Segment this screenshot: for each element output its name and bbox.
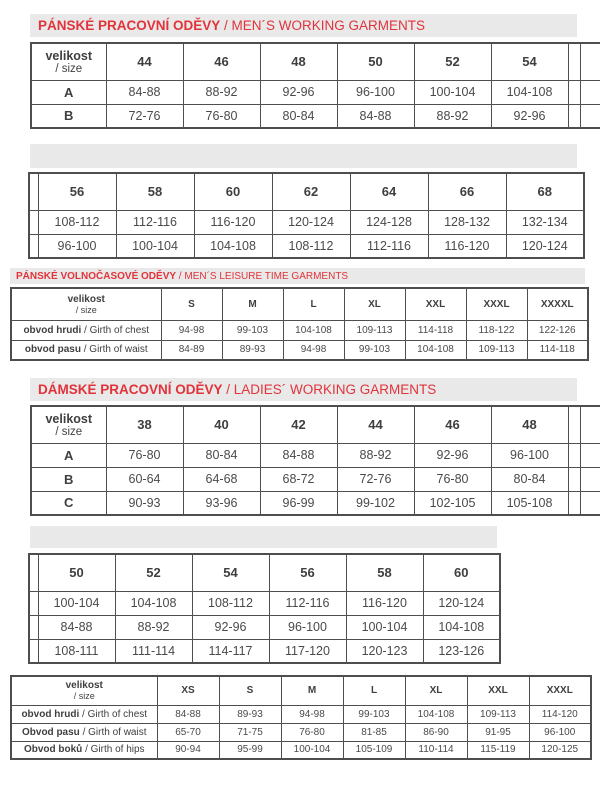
measurement-row xyxy=(11,705,591,723)
size-header-cell: 46 xyxy=(183,43,260,80)
value-cell: 84-88 xyxy=(260,443,337,467)
value-cell: 71-75 xyxy=(219,723,281,741)
value-cell: 89-93 xyxy=(219,705,281,723)
size-label-en: / size xyxy=(55,425,83,438)
value-cell: 109-113 xyxy=(466,340,527,360)
clipped-phantom-cell xyxy=(568,43,580,80)
size-label-cz: velikost xyxy=(67,293,105,305)
size-corner-cell xyxy=(31,406,106,443)
value-cell: 94-98 xyxy=(283,340,344,360)
value-cell: 84-88 xyxy=(337,104,414,128)
value-cell: 72-76 xyxy=(337,467,414,491)
row-label-cz: B xyxy=(64,471,74,487)
value-cell: 123-126 xyxy=(423,639,500,663)
value-cell: 109-113 xyxy=(467,705,529,723)
clipped-phantom-cell xyxy=(568,443,580,467)
measurement-row xyxy=(29,210,584,234)
value-cell: 96-100 xyxy=(491,443,568,467)
size-corner-cell xyxy=(31,43,106,80)
value-cell: 92-96 xyxy=(192,615,269,639)
value-cell: 99-103 xyxy=(344,340,405,360)
ladies-letter-sizes-table xyxy=(10,675,592,760)
size-header-cell: XS xyxy=(157,676,219,705)
value-cell: 84-89 xyxy=(161,340,222,360)
row-label-cell xyxy=(11,705,157,723)
size-header-cell: XXXXL xyxy=(527,288,588,320)
value-cell: 100-104 xyxy=(281,741,343,759)
value-cell: 80-84 xyxy=(183,443,260,467)
value-cell: 132-134 xyxy=(506,210,584,234)
value-cell: 116-120 xyxy=(194,210,272,234)
value-cell: 92-96 xyxy=(260,80,337,104)
value-cell: 88-92 xyxy=(337,443,414,467)
size-header-cell: 42 xyxy=(260,406,337,443)
size-header-cell: 48 xyxy=(491,406,568,443)
size-header-cell: 48 xyxy=(260,43,337,80)
value-cell: 84-88 xyxy=(157,705,219,723)
value-cell: 96-100 xyxy=(337,80,414,104)
clipped-phantom-cell xyxy=(580,443,600,467)
mens-working-table-part2-container xyxy=(28,172,585,259)
value-cell: 128-132 xyxy=(428,210,506,234)
size-corner-cell xyxy=(11,676,157,705)
size-header-cell: 66 xyxy=(428,173,506,210)
size-header-cell: 40 xyxy=(183,406,260,443)
value-cell: 99-102 xyxy=(337,491,414,515)
value-cell: 120-125 xyxy=(529,741,591,759)
measurement-row xyxy=(29,639,500,663)
size-header-cell: 44 xyxy=(106,43,183,80)
value-cell: 60-64 xyxy=(106,467,183,491)
value-cell: 110-114 xyxy=(405,741,467,759)
value-cell: 114-120 xyxy=(529,705,591,723)
value-cell: 112-116 xyxy=(269,591,346,615)
row-label-cz: A xyxy=(64,84,74,100)
spacer-bar-ladies xyxy=(30,526,497,548)
section-title-mens-working-cz: PÁNSKÉ PRACOVNÍ ODĚVY xyxy=(38,18,221,33)
value-cell: 100-104 xyxy=(116,234,194,258)
ladies-working-sizes-38-48-table xyxy=(30,405,600,516)
size-header-cell: 46 xyxy=(414,406,491,443)
value-cell: 114-117 xyxy=(192,639,269,663)
size-header-row xyxy=(11,288,588,320)
value-cell: 100-104 xyxy=(346,615,423,639)
value-cell: 90-94 xyxy=(157,741,219,759)
value-cell: 104-108 xyxy=(423,615,500,639)
value-cell: 81-85 xyxy=(343,723,405,741)
measurement-row xyxy=(29,591,500,615)
size-header-cell: 44 xyxy=(337,406,414,443)
clipped-phantom-cell xyxy=(568,467,580,491)
size-label-en: / size xyxy=(75,304,97,315)
size-header-row xyxy=(31,43,600,80)
row-label-cz: obvod hrudi xyxy=(23,324,82,336)
value-cell: 120-123 xyxy=(346,639,423,663)
clipped-phantom-cell xyxy=(580,406,600,443)
size-label-cz: velikost xyxy=(45,48,93,63)
value-cell: 117-120 xyxy=(269,639,346,663)
value-cell: 76-80 xyxy=(414,467,491,491)
row-label-cell xyxy=(11,723,157,741)
row-label-cell xyxy=(31,467,106,491)
value-cell: 88-92 xyxy=(183,80,260,104)
value-cell: 100-104 xyxy=(414,80,491,104)
clipped-sliver-cell xyxy=(29,639,38,663)
measurement-row xyxy=(11,340,588,360)
section-title-ladies-working-en: / LADIES´ WORKING GARMENTS xyxy=(222,382,437,397)
row-label-cz: obvod hrudi xyxy=(21,708,80,720)
value-cell: 104-108 xyxy=(194,234,272,258)
size-header-row xyxy=(11,676,591,705)
value-cell: 122-126 xyxy=(527,320,588,340)
value-cell: 84-88 xyxy=(106,80,183,104)
size-corner-cell xyxy=(11,288,161,320)
value-cell: 104-108 xyxy=(491,80,568,104)
value-cell: 91-95 xyxy=(467,723,529,741)
measurement-row xyxy=(31,104,600,128)
measurement-row xyxy=(29,234,584,258)
value-cell: 108-111 xyxy=(38,639,115,663)
ladies-letter-sizes-table-container xyxy=(10,675,592,760)
value-cell: 68-72 xyxy=(260,467,337,491)
value-cell: 94-98 xyxy=(281,705,343,723)
size-header-row xyxy=(31,406,600,443)
size-header-cell: 52 xyxy=(115,554,192,591)
measurement-row xyxy=(31,443,600,467)
value-cell: 93-96 xyxy=(183,491,260,515)
clipped-sliver-cell xyxy=(29,210,38,234)
value-cell: 80-84 xyxy=(491,467,568,491)
row-label-cell xyxy=(31,104,106,128)
size-header-cell: XXL xyxy=(405,288,466,320)
clipped-phantom-cell xyxy=(580,104,600,128)
size-header-cell: 58 xyxy=(346,554,423,591)
section-title-mens-working-en: / MEN´S WORKING GARMENTS xyxy=(220,18,426,33)
size-header-cell: 50 xyxy=(38,554,115,591)
value-cell: 96-100 xyxy=(529,723,591,741)
measurement-row xyxy=(31,467,600,491)
clipped-phantom-cell xyxy=(568,80,580,104)
measurement-row xyxy=(11,741,591,759)
value-cell: 88-92 xyxy=(414,104,491,128)
value-cell: 118-122 xyxy=(466,320,527,340)
value-cell: 100-104 xyxy=(38,591,115,615)
row-label-cz: B xyxy=(64,108,74,124)
value-cell: 109-113 xyxy=(344,320,405,340)
value-cell: 84-88 xyxy=(38,615,115,639)
measurement-row xyxy=(31,491,600,515)
clipped-phantom-cell xyxy=(568,406,580,443)
row-label-cz: obvod pasu xyxy=(24,344,81,356)
clipped-sliver-cell xyxy=(29,615,38,639)
section-title-ladies-working-cz: DÁMSKÉ PRACOVNÍ ODĚVY xyxy=(38,382,223,397)
section-title-mens-leisure xyxy=(10,268,585,284)
clipped-sliver-cell xyxy=(29,173,38,210)
value-cell: 111-114 xyxy=(115,639,192,663)
value-cell: 108-112 xyxy=(192,591,269,615)
size-header-cell: S xyxy=(161,288,222,320)
clipped-sliver-cell xyxy=(29,234,38,258)
value-cell: 80-84 xyxy=(260,104,337,128)
value-cell: 76-80 xyxy=(281,723,343,741)
section-title-mens-working xyxy=(30,14,577,37)
size-header-row xyxy=(29,173,584,210)
size-header-cell: M xyxy=(281,676,343,705)
value-cell: 72-76 xyxy=(106,104,183,128)
value-cell: 124-128 xyxy=(350,210,428,234)
value-cell: 96-100 xyxy=(38,234,116,258)
size-header-cell: 60 xyxy=(423,554,500,591)
clipped-phantom-cell xyxy=(580,467,600,491)
value-cell: 88-92 xyxy=(115,615,192,639)
value-cell: 86-90 xyxy=(405,723,467,741)
section-title-ladies-working xyxy=(30,378,577,401)
value-cell: 76-80 xyxy=(106,443,183,467)
size-header-cell: 56 xyxy=(38,173,116,210)
value-cell: 94-98 xyxy=(161,320,222,340)
mens-working-sizes-56-68-table xyxy=(28,172,585,259)
value-cell: 108-112 xyxy=(272,234,350,258)
value-cell: 120-124 xyxy=(423,591,500,615)
size-header-cell: 54 xyxy=(491,43,568,80)
value-cell: 92-96 xyxy=(414,443,491,467)
row-label-en: / Girth of waist xyxy=(79,726,147,738)
value-cell: 105-109 xyxy=(343,741,405,759)
row-label-cell xyxy=(31,491,106,515)
value-cell: 116-120 xyxy=(346,591,423,615)
value-cell: 120-124 xyxy=(272,210,350,234)
row-label-cz: A xyxy=(64,447,74,463)
size-label-en: / size xyxy=(55,62,83,75)
value-cell: 102-105 xyxy=(414,491,491,515)
value-cell: 99-103 xyxy=(343,705,405,723)
size-header-cell: XL xyxy=(405,676,467,705)
clipped-phantom-cell xyxy=(580,80,600,104)
value-cell: 104-108 xyxy=(283,320,344,340)
size-header-cell: 64 xyxy=(350,173,428,210)
value-cell: 92-96 xyxy=(491,104,568,128)
measurement-row xyxy=(11,320,588,340)
row-label-cell xyxy=(31,443,106,467)
value-cell: 114-118 xyxy=(527,340,588,360)
size-header-cell: 62 xyxy=(272,173,350,210)
size-header-cell: L xyxy=(283,288,344,320)
clipped-phantom-cell xyxy=(580,491,600,515)
ladies-working-sizes-50-60-table xyxy=(28,553,501,664)
value-cell: 76-80 xyxy=(183,104,260,128)
size-label-cz: velikost xyxy=(45,411,93,426)
size-header-cell: XXXL xyxy=(466,288,527,320)
size-header-cell: 38 xyxy=(106,406,183,443)
mens-leisure-sizes-table xyxy=(10,287,589,361)
size-header-cell: XL xyxy=(344,288,405,320)
row-label-cell xyxy=(11,340,161,360)
row-label-en: / Girth of waist xyxy=(80,344,148,356)
row-label-en: / Girth of chest xyxy=(79,708,148,720)
size-header-cell: 58 xyxy=(116,173,194,210)
size-header-cell: 52 xyxy=(414,43,491,80)
row-label-cell xyxy=(31,80,106,104)
row-label-cz: C xyxy=(64,495,74,511)
row-label-cell xyxy=(11,741,157,759)
value-cell: 99-103 xyxy=(222,320,283,340)
size-header-cell: 56 xyxy=(269,554,346,591)
value-cell: 112-116 xyxy=(350,234,428,258)
row-label-en: / Girth of chest xyxy=(81,324,150,336)
value-cell: 95-99 xyxy=(219,741,281,759)
value-cell: 115-119 xyxy=(467,741,529,759)
ladies-working-table-part1-container xyxy=(30,405,600,516)
section-title-mens-leisure-en: / MEN´S LEISURE TIME GARMENTS xyxy=(176,270,349,282)
size-header-cell: 60 xyxy=(194,173,272,210)
clipped-phantom-cell xyxy=(580,43,600,80)
mens-working-sizes-44-54-table xyxy=(30,42,600,129)
spacer-bar-mens xyxy=(30,144,577,168)
value-cell: 96-100 xyxy=(269,615,346,639)
value-cell: 64-68 xyxy=(183,467,260,491)
value-cell: 120-124 xyxy=(506,234,584,258)
value-cell: 112-116 xyxy=(116,210,194,234)
size-label-en: / size xyxy=(73,691,95,702)
section-title-mens-leisure-cz: PÁNSKÉ VOLNOČASOVÉ ODĚVY xyxy=(16,270,177,282)
row-label-en: / Girth of hips xyxy=(82,744,145,756)
size-header-cell: 68 xyxy=(506,173,584,210)
value-cell: 104-108 xyxy=(115,591,192,615)
size-header-cell: 50 xyxy=(337,43,414,80)
size-header-cell: 54 xyxy=(192,554,269,591)
size-header-cell: L xyxy=(343,676,405,705)
value-cell: 65-70 xyxy=(157,723,219,741)
value-cell: 108-112 xyxy=(38,210,116,234)
value-cell: 116-120 xyxy=(428,234,506,258)
value-cell: 105-108 xyxy=(491,491,568,515)
value-cell: 114-118 xyxy=(405,320,466,340)
ladies-working-table-part2-container xyxy=(28,553,501,664)
row-label-cz: Obvod boků xyxy=(23,744,83,756)
value-cell: 90-93 xyxy=(106,491,183,515)
value-cell: 104-108 xyxy=(405,340,466,360)
size-header-row xyxy=(29,554,500,591)
size-header-cell: XXXL xyxy=(529,676,591,705)
size-label-cz: velikost xyxy=(65,680,103,692)
clipped-sliver-cell xyxy=(29,554,38,591)
size-header-cell: M xyxy=(222,288,283,320)
value-cell: 89-93 xyxy=(222,340,283,360)
measurement-row xyxy=(29,615,500,639)
row-label-cz: Obvod pasu xyxy=(22,726,80,738)
size-header-cell: S xyxy=(219,676,281,705)
mens-leisure-table-container xyxy=(10,287,589,361)
clipped-sliver-cell xyxy=(29,591,38,615)
row-label-cell xyxy=(11,320,161,340)
measurement-row xyxy=(11,723,591,741)
measurement-row xyxy=(31,80,600,104)
clipped-phantom-cell xyxy=(568,104,580,128)
value-cell: 96-99 xyxy=(260,491,337,515)
size-header-cell: XXL xyxy=(467,676,529,705)
clipped-phantom-cell xyxy=(568,491,580,515)
value-cell: 104-108 xyxy=(405,705,467,723)
mens-working-table-part1-container xyxy=(30,42,600,129)
